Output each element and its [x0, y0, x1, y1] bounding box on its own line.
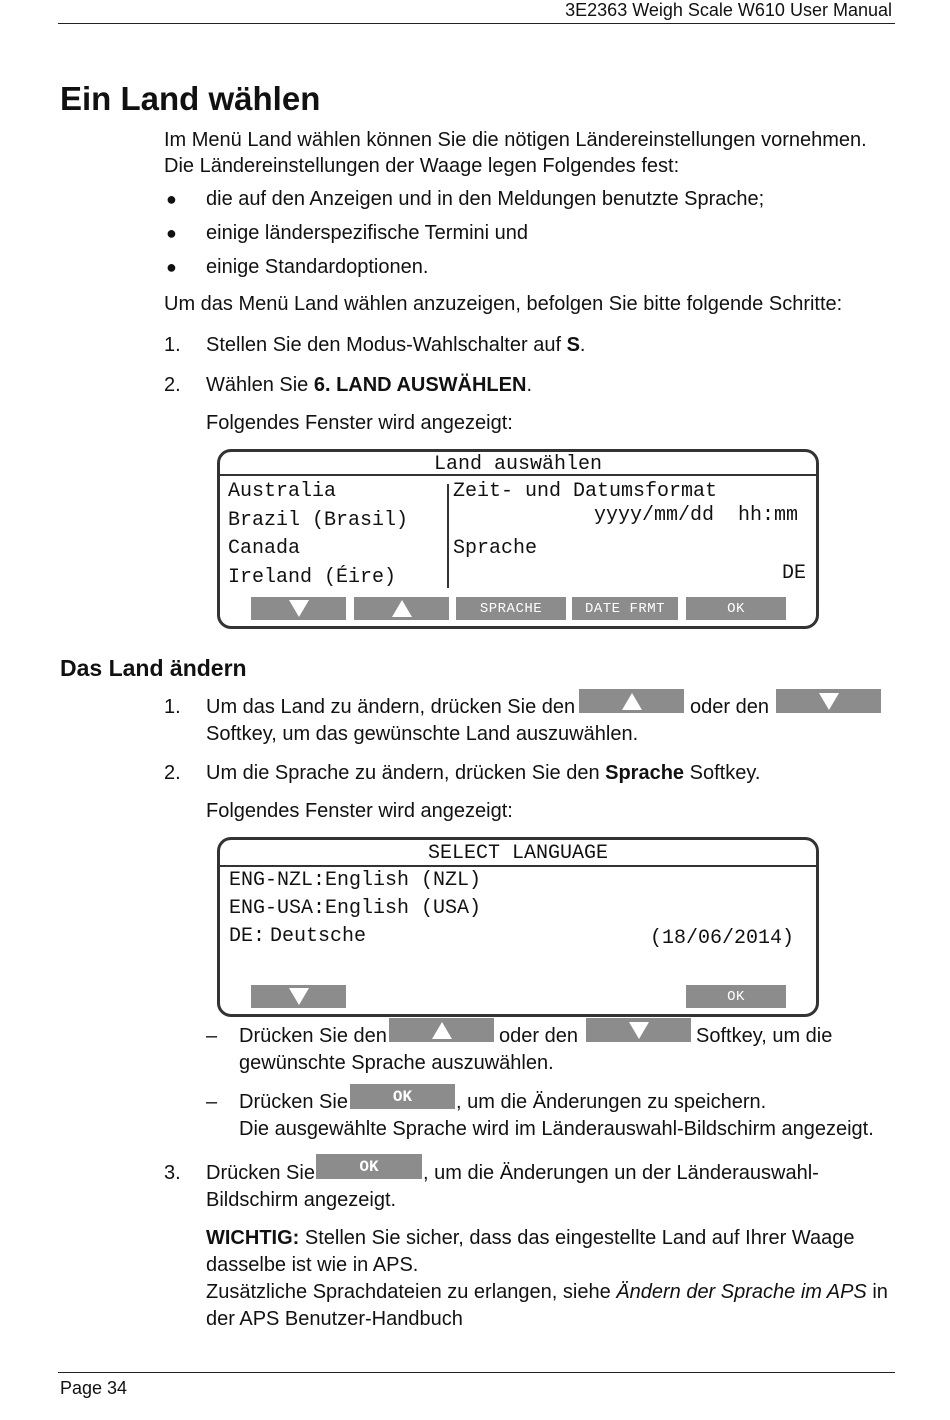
column-divider — [447, 484, 449, 588]
softkey-sprache[interactable] — [456, 597, 566, 620]
language-select-screen — [217, 837, 819, 1017]
dash-bullet: – — [206, 1025, 218, 1047]
bullet-item: einige Standardoptionen. — [206, 256, 429, 278]
sub-2-text-c: Die ausgewählte Sprache wird im Länderauswahl-Bildschirm angezeigt. — [239, 1118, 874, 1140]
step-2-text: Wählen Sie 6. LAND AUSWÄHLEN. — [206, 374, 532, 396]
sub-2-text-b: , um die Änderungen zu speichern. — [456, 1091, 767, 1113]
sub-1-text-a: Drücken Sie den — [239, 1025, 387, 1047]
country-item: Ireland (Éire) — [228, 566, 397, 589]
language-date: (18/06/2014) — [650, 927, 795, 950]
important-note-2: dasselbe ist wie in APS. — [206, 1254, 419, 1276]
language-item-code: DE: — [229, 925, 266, 948]
down-arrow-icon — [289, 600, 309, 617]
language-item: ENG-USA:English (USA) — [229, 897, 482, 920]
inline-up-key — [389, 1018, 494, 1042]
sub-1-text-b: oder den — [499, 1025, 578, 1047]
sub-2-text-a: Drücken Sie — [239, 1091, 348, 1113]
softkey-down[interactable] — [251, 597, 346, 620]
step-number: 1. — [164, 334, 181, 356]
softkey-up[interactable] — [354, 597, 449, 620]
step-1-text-c: Softkey, um das gewünschte Land auszuwählen. — [206, 723, 639, 745]
softkey-label: DATE FRMT — [584, 600, 666, 617]
softkey-label: OK — [727, 600, 745, 617]
step-3-text-a: Drücken Sie — [206, 1162, 315, 1184]
document-header: 3E2363 Weigh Scale W610 User Manual — [565, 0, 892, 20]
softkey-ok[interactable] — [686, 597, 786, 620]
softkey-label: SPRACHE — [479, 600, 543, 617]
footer-rule — [58, 1372, 895, 1373]
down-arrow-icon — [819, 693, 839, 710]
step-3-text-c: Bildschirm angezeigt. — [206, 1189, 397, 1211]
header-rule — [58, 23, 895, 24]
title-divider — [220, 865, 816, 867]
language-item-name: Deutsche — [270, 925, 367, 948]
section-title: Ein Land wählen — [60, 80, 321, 117]
country-item: Brazil (Brasil) — [228, 509, 409, 532]
window-caption: Folgendes Fenster wird angezeigt: — [206, 412, 513, 434]
language-value: DE — [782, 562, 807, 585]
softkey-ok[interactable] — [686, 985, 786, 1008]
country-select-screen — [217, 449, 819, 629]
screen-title: Land auswählen — [434, 453, 603, 476]
intro-line-2: Die Ländereinstellungen der Waage legen Folgendes fest: — [164, 155, 680, 177]
important-note: WICHTIG: Stellen Sie sicher, dass das eingestellte Land auf Ihrer Waage — [206, 1227, 855, 1249]
step-2-text: Um die Sprache zu ändern, drücken Sie den Sprache Softkey. — [206, 762, 761, 784]
sub-1-text-c: Softkey, um die — [696, 1025, 833, 1047]
step-1-text-a: Um das Land zu ändern, drücken Sie den — [206, 696, 576, 718]
extra-note: Zusätzliche Sprachdateien zu erlangen, siehe Ändern der Sprache im APS in — [206, 1281, 888, 1303]
softkey-down[interactable] — [251, 985, 346, 1008]
ok-key-label: OK — [392, 1087, 413, 1106]
time-format-label: Zeit- und Datumsformat — [453, 480, 718, 503]
inline-down-key — [776, 689, 881, 713]
subsection-title: Das Land ändern — [60, 655, 247, 681]
steps-intro: Um das Menü Land wählen anzuzeigen, befolgen Sie bitte folgende Schritte: — [164, 293, 843, 315]
language-label: Sprache — [453, 537, 538, 560]
inline-ok-key — [350, 1084, 455, 1109]
intro-line-1: Im Menü Land wählen können Sie die nötigen Ländereinstellungen vornehmen. — [164, 129, 867, 151]
bullet-dot: ● — [166, 257, 177, 277]
step-number: 2. — [164, 374, 181, 396]
bullet-dot: ● — [166, 223, 177, 243]
bullet-dot: ● — [166, 189, 177, 209]
country-item: Australia — [228, 480, 337, 503]
inline-down-key — [586, 1018, 691, 1042]
sub-1-text-d: gewünschte Sprache auszuwählen. — [239, 1052, 554, 1074]
up-arrow-icon — [432, 1022, 452, 1039]
country-item: Canada — [228, 537, 301, 560]
screen-title: SELECT LANGUAGE — [428, 842, 609, 865]
step-1-text: Stellen Sie den Modus-Wahlschalter auf S. — [206, 334, 586, 356]
step-3-text-b: , um die Änderungen un der Länderauswahl- — [423, 1162, 819, 1184]
window-caption: Folgendes Fenster wird angezeigt: — [206, 800, 513, 822]
softkey-date-format[interactable] — [572, 597, 678, 620]
down-arrow-icon — [629, 1022, 649, 1039]
down-arrow-icon — [289, 988, 309, 1005]
softkey-label: OK — [727, 988, 745, 1005]
page-number: Page 34 — [60, 1378, 128, 1398]
ok-key-label: OK — [359, 1157, 379, 1176]
bullet-item: einige länderspezifische Termini und — [206, 222, 529, 244]
dash-bullet: – — [206, 1091, 218, 1113]
inline-ok-key — [316, 1154, 422, 1179]
step-number: 2. — [164, 762, 181, 784]
time-format-value: yyyy/mm/dd hh:mm — [594, 504, 799, 527]
up-arrow-icon — [392, 600, 412, 617]
extra-note-2: der APS Benutzer-Handbuch — [206, 1308, 463, 1330]
inline-up-key — [579, 689, 684, 713]
language-item: ENG-NZL:English (NZL) — [229, 869, 482, 892]
step-number: 1. — [164, 696, 181, 718]
step-1-text-b: oder den — [690, 696, 769, 718]
bullet-item: die auf den Anzeigen und in den Meldungen benutzte Sprache; — [206, 188, 765, 210]
step-number: 3. — [164, 1162, 181, 1184]
up-arrow-icon — [622, 693, 642, 710]
